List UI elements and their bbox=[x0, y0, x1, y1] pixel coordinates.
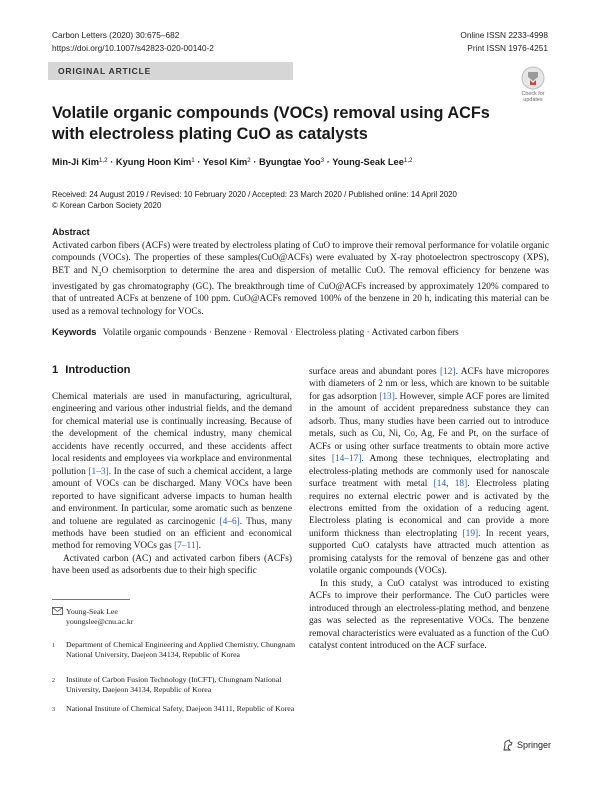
envelope-icon bbox=[52, 607, 63, 615]
paragraph: Activated carbon (AC) and activated carbon fibers (ACFs) have been used as adsorbents due to their high specific bbox=[52, 553, 292, 577]
citation-link[interactable]: [14 bbox=[433, 479, 447, 490]
right-column bbox=[309, 366, 549, 652]
section-number: 1 bbox=[52, 364, 59, 376]
corresponding-author bbox=[52, 607, 297, 627]
affiliation-number: 2 bbox=[52, 678, 55, 684]
author-list: Min-Ji Kim$^{1,2}$ · Kyung Hoon Kim$^1$ · Yesol Kim$^2$ · Byungtae Yoo$^3$ · Young-Seak Lee$^{1,2}$ bbox=[52, 157, 413, 167]
citation-link[interactable]: [13] bbox=[379, 391, 395, 402]
author-affiliation: 1,2 bbox=[403, 157, 413, 164]
affiliation-text: Institute of Carbon Fusion Technology (InCFT), Chungnam National University, Daejeon 34134, Republic of Korea bbox=[66, 675, 282, 695]
author-affiliation: 3 bbox=[320, 157, 325, 164]
paragraph: surface areas and abundant pores [12]. ACFs have micropores with diameters of 2 nm or less, which are known to be suitable for gas adsorption [13]. However, simple ACF pores are limited in the amount of accident preparedness substance they can adsorb. Thus, many studies have been carried out to introduce metals, such as Cu, Ni, Co, Ag, Fe and Pt, on the surface of ACFs or using other surface treatments to obtain more active sites [14–17]. Among these techniques, electroplating and electroless-plating methods are commonly used for nanoscale surface treatment with metal [14, 18]. Electroless plating requires no external electric power and is activated by the electrons emitted from the oxidation of a reducing agent. Electroless plating is economical and can provide a more uniform thickness than electroplating [19]. In recent years, supported CuO catalysts have attracted much attention as promising catalysts for the removal of benzene gas and other volatile organic compounds (VOCs). bbox=[309, 367, 550, 577]
publication-history bbox=[52, 190, 457, 211]
citation-link[interactable]: [7–11] bbox=[174, 541, 199, 552]
section-heading bbox=[52, 364, 130, 376]
section-title: Introduction bbox=[65, 364, 131, 376]
doi-link[interactable]: https://doi.org/10.1007/s42823-020-00140-2 bbox=[52, 42, 214, 53]
running-header-right bbox=[460, 29, 548, 54]
affiliation-text: Department of Chemical Engineering and Applied Chemistry, Chungnam National University, Daejeon 34134, Republic of Korea bbox=[66, 640, 296, 660]
citation-link[interactable]: [1–3] bbox=[88, 466, 109, 477]
check-for-updates-badge[interactable] bbox=[517, 66, 549, 103]
footnote-divider bbox=[52, 599, 130, 600]
citation-link[interactable]: [4–6] bbox=[219, 516, 240, 527]
online-issn: Online ISSN 2233-4998 bbox=[460, 30, 548, 40]
springer-horse-icon bbox=[502, 739, 514, 751]
affiliation-2 bbox=[52, 675, 297, 695]
author-name[interactable]: Yesol Kim bbox=[202, 157, 248, 167]
citation-link[interactable]: [19] bbox=[462, 528, 479, 539]
paragraph: Chemical materials are used in manufacturing, agricultural, engineering and various other industrial fields, and the demand for chemical material use is continually increasing. Because of the development of the chemical industry, many chemical accidents have recently occurred, and these accidents affect local residents and employees via workplace and environmental pollution [1–3]. In the case of such a chemical accident, a large amount of VOCs can be discharged. Many VOCs have been reported to have significant adverse impacts to human health and environment. In particular, some aromatic such as benzene and toluene are regulated as carcinogenic [4–6]. Thus, many methods have been studied on an efficient and economical method for removing VOCs gas [7–11]. bbox=[52, 392, 292, 552]
author-affiliation: 1,2 bbox=[99, 157, 108, 164]
author-name[interactable]: Kyung Hoon Kim bbox=[115, 157, 192, 167]
affiliation-3 bbox=[52, 704, 297, 715]
copyright-line: © Korean Carbon Society 2020 bbox=[52, 200, 162, 210]
citation-link[interactable]: 18] bbox=[454, 479, 468, 490]
author-affiliation: 1 bbox=[191, 157, 195, 164]
article-title bbox=[52, 103, 522, 144]
citation-link[interactable]: [14–17] bbox=[331, 454, 362, 465]
citation-link[interactable]: [12] bbox=[440, 367, 456, 377]
crossmark-icon bbox=[521, 66, 545, 90]
affiliation-1 bbox=[52, 640, 297, 660]
author-name[interactable]: Young-Seak Lee bbox=[332, 157, 404, 167]
abstract-text: Activated carbon fibers (ACFs) were treated by electroless plating of CuO to improve their removal performance for volatile organic compounds (VOCs). The properties of these samples(CuO@ACFs) were evaluated by X-ray photoelectron spectroscopy (XPS), BET and $N_2O$ chemisorption to determine the area and dispersion of metallic CuO. The removal efficiency for benzene was investigated by gas chromatography (GC). The breakthrough time of CuO@ACFs increased by approximately 120% compared to that of untreated ACFs at benzene of 100 ppm. CuO@ACFs removed 100% of the benzene in 20 h, indicating this material can be used as a removal technology for VOCs. bbox=[52, 241, 550, 317]
author-name[interactable]: Byungtae Yoo bbox=[259, 157, 321, 167]
badge-label: Check for updates bbox=[521, 91, 545, 103]
affiliation-number: 3 bbox=[52, 707, 55, 713]
abstract-heading: Abstract bbox=[52, 227, 90, 237]
left-column bbox=[52, 391, 292, 578]
corresponding-email[interactable]: youngslee@cnu.ac.kr bbox=[66, 617, 134, 627]
print-issn: Print ISSN 1976-4251 bbox=[467, 42, 548, 53]
date-line: Received: 24 August 2019 / Revised: 10 February 2020 / Accepted: 23 March 2020 / Published online: 14 April 2020 bbox=[52, 190, 457, 199]
keywords bbox=[52, 327, 459, 338]
running-header-left bbox=[52, 29, 214, 54]
author-name[interactable]: Min-Ji Kim bbox=[52, 157, 100, 167]
journal-reference: Carbon Letters (2020) 30:675–682 bbox=[52, 30, 180, 40]
keywords-label: Keywords bbox=[52, 327, 97, 337]
keywords-text: Volatile organic compounds · Benzene · Removal · Electroless plating · Activated carbon fibers bbox=[102, 328, 459, 338]
publisher-logo bbox=[502, 739, 551, 751]
affiliation-number: 1 bbox=[52, 643, 55, 649]
author-affiliation: 2 bbox=[247, 157, 251, 164]
title-line-2: with electroless plating CuO as catalysts bbox=[52, 124, 368, 143]
title-line-1: Volatile organic compounds (VOCs) removal using ACFs bbox=[52, 104, 490, 122]
affiliation-text: National Institute of Chemical Safety, Daejeon 34111, Republic of Korea bbox=[66, 704, 295, 713]
corresponding-name: Young-Seak Lee bbox=[66, 607, 118, 616]
paragraph: In this study, a CuO catalyst was introduced to existing ACFs to improve their performance. The CuO particles were introduced through an electroless-plating method, and benzene gas was selected as the representative VOCs. The benzene removal characteristics were evaluated as a function of the CuO catalyst content introduced on the ACF surface. bbox=[309, 578, 549, 651]
publisher-name: Springer bbox=[517, 740, 552, 750]
article-type-banner: ORIGINAL ARTICLE bbox=[48, 62, 293, 80]
